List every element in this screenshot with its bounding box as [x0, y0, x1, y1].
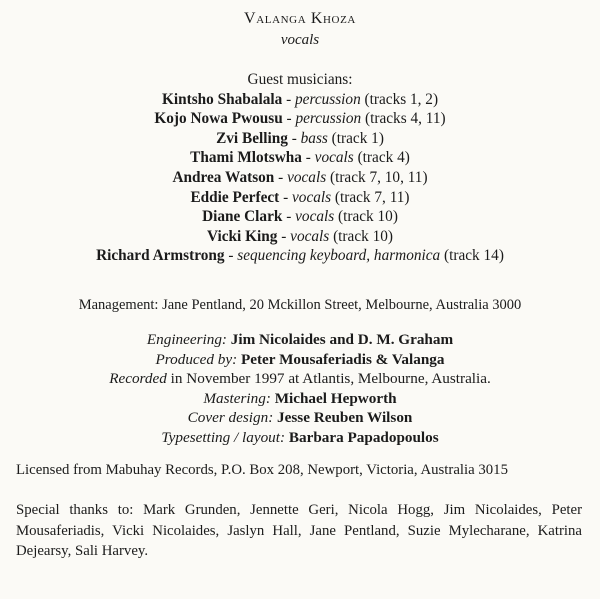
guest-musicians-heading: Guest musicians: [247, 71, 353, 88]
guest-tracks: (tracks 4, 11) [361, 110, 446, 128]
guest-name: Thami Mlotswha [190, 149, 302, 167]
guest-musician-row [0, 188, 600, 208]
guest-instrument: vocals [292, 188, 332, 206]
credit-label: Engineering: [146, 331, 227, 348]
guest-name: Richard Armstrong [96, 247, 225, 265]
credit-value: in November 1997 at Atlantis, Melbourne, Australia. [166, 370, 491, 387]
guest-name: Kojo Nowa Pwousu [154, 110, 283, 128]
guest-musician-row [0, 227, 600, 247]
guest-name: Zvi Belling [216, 129, 288, 147]
guest-instrument: percussion [295, 110, 362, 128]
special-thanks: Special thanks to: Mark Grunden, Jennette Geri, Nicola Hogg, Jim Nicolaides, Peter Mousaferiadis, Vicki Nicolaides, Jaslyn Hall, Jane Pentland, Suzie Mylecharane, Katrina Dejearsy, Sali Harvey. [16, 502, 582, 559]
guest-separator: - [277, 227, 291, 245]
guest-musicians-section [0, 70, 600, 266]
guest-name: Eddie Perfect [190, 188, 280, 206]
credit-label: Cover design: [187, 409, 274, 426]
credit-label: Recorded [109, 370, 167, 387]
guest-separator: - [282, 208, 296, 226]
guest-instrument: bass [300, 129, 328, 147]
guest-musician-row [0, 109, 600, 129]
guest-tracks: (tracks 1, 2) [360, 90, 439, 108]
guest-name: Vicki King [207, 227, 278, 245]
guest-tracks: (track 10) [334, 208, 398, 226]
guest-musician-row [0, 129, 600, 149]
guest-tracks: (track 4) [353, 149, 410, 167]
credit-engineering [0, 330, 600, 350]
guest-separator: - [282, 90, 296, 108]
management-line: Management: Jane Pentland, 20 Mckillon Street, Melbourne, Australia 3000 [78, 297, 522, 313]
guest-instrument: sequencing keyboard, harmonica [237, 247, 441, 265]
guest-musicians-list [0, 90, 600, 266]
guest-separator: - [282, 110, 296, 128]
guest-musician-row [0, 168, 600, 188]
credit-label: Typesetting / layout: [161, 428, 286, 446]
guest-instrument: vocals [295, 208, 335, 226]
credit-label: Produced by: [155, 350, 238, 368]
guest-tracks: (track 7, 10, 11) [326, 168, 428, 186]
credit-value: Peter Mousaferiadis & Valanga [237, 350, 445, 368]
artist-name: Valanga Khoza [244, 10, 356, 27]
guest-instrument: percussion [295, 90, 361, 108]
guest-name: Andrea Watson [172, 168, 275, 186]
credit-typesetting [0, 428, 600, 448]
credit-value: Michael Hepworth [270, 389, 397, 407]
credit-value: Barbara Papadopoulos [285, 428, 439, 446]
credit-produced [0, 350, 600, 370]
guest-musician-row [0, 246, 600, 266]
guest-musician-row [0, 148, 600, 168]
guest-instrument: vocals [290, 227, 330, 245]
credit-mastering [0, 389, 600, 409]
credit-label: Mastering: [203, 389, 271, 407]
guest-tracks: (track 7, 11) [331, 188, 410, 206]
credit-value: Jim Nicolaides and D. M. Graham [227, 331, 454, 348]
guest-name: Kintsho Shabalala [161, 90, 283, 108]
production-credits [0, 330, 600, 447]
guest-musician-row [0, 207, 600, 227]
guest-tracks: (track 10) [329, 227, 393, 245]
guest-musician-row [0, 90, 600, 110]
guest-tracks: (track 1) [327, 129, 384, 147]
guest-separator: - [279, 188, 292, 206]
credit-cover-design [0, 408, 600, 428]
guest-tracks: (track 14) [440, 247, 504, 265]
guest-separator: - [224, 247, 238, 265]
credit-recorded [0, 369, 600, 389]
guest-separator: - [274, 168, 288, 186]
guest-separator: - [301, 149, 315, 167]
artist-role: vocals [280, 32, 320, 48]
license-line: Licensed from Mabuhay Records, P.O. Box 208, Newport, Victoria, Australia 3015 [16, 462, 508, 478]
guest-instrument: vocals [314, 149, 354, 167]
guest-separator: - [287, 129, 301, 147]
guest-instrument: vocals [287, 168, 327, 186]
guest-name: Diane Clark [202, 208, 283, 226]
credit-value: Jesse Reuben Wilson [273, 409, 413, 426]
